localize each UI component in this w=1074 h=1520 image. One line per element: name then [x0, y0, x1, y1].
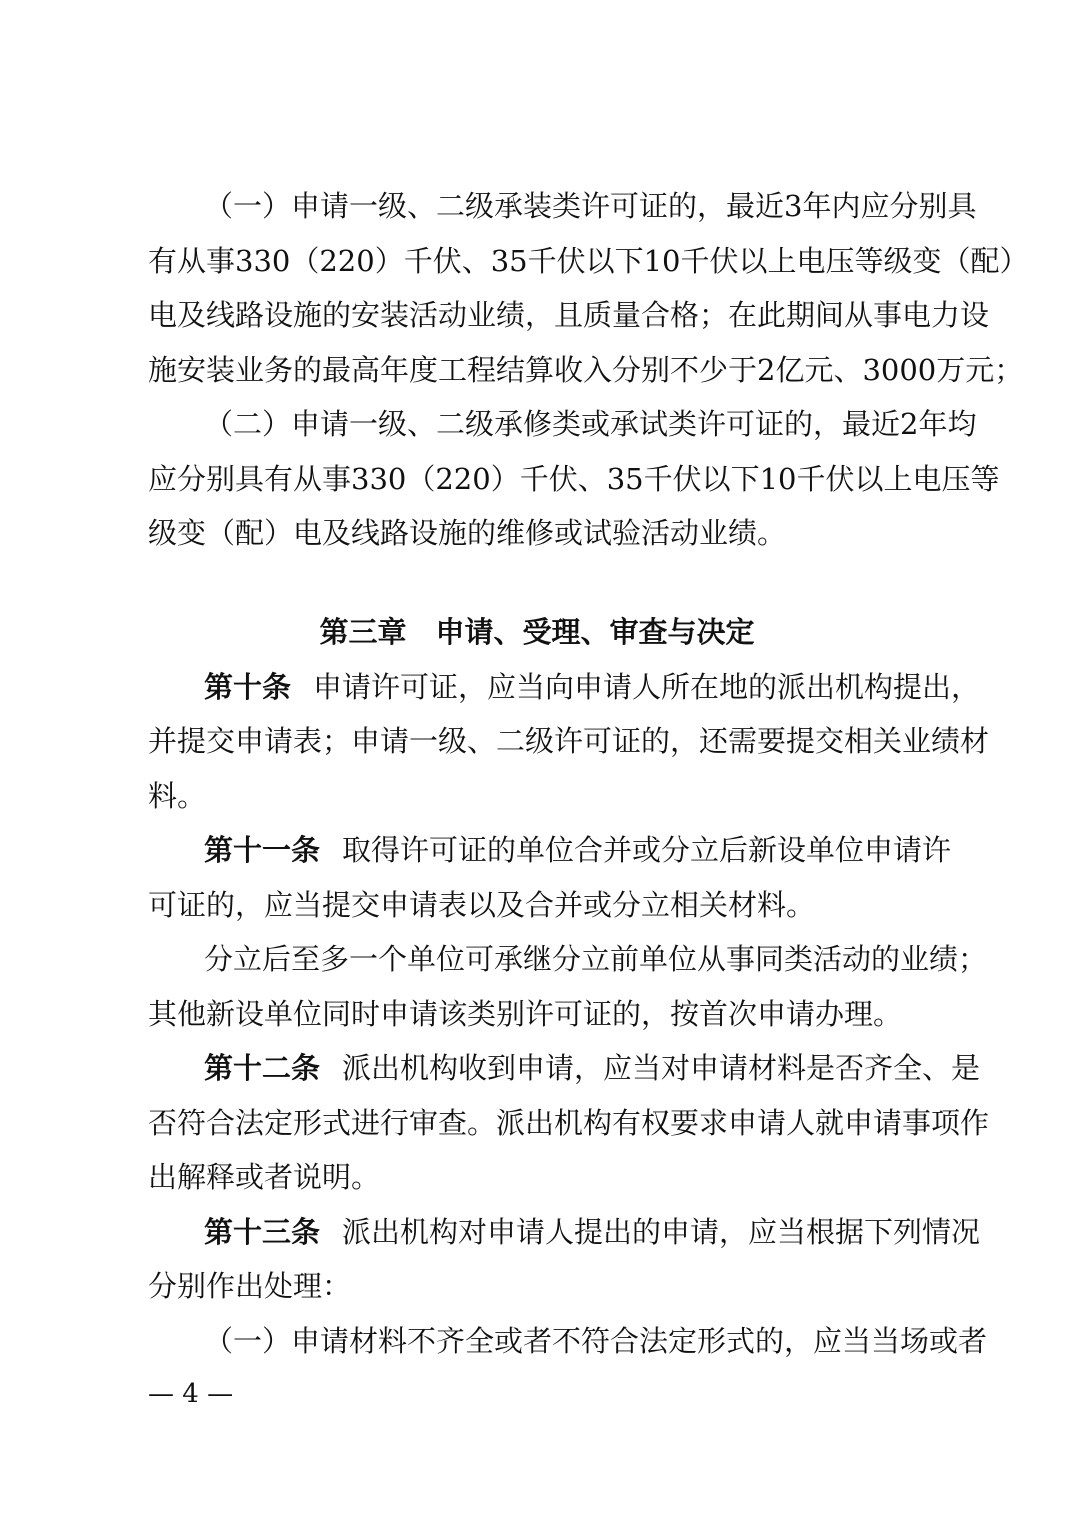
article-12-line: 出解释或者说明。: [148, 1160, 381, 1194]
article-10-title: 第十条: [204, 670, 292, 704]
article-13-line: 分别作出处理：: [148, 1269, 352, 1303]
article-11-line: [204, 832, 952, 868]
article-13-text: 派出机构对申请人提出的申请，应当根据下列情况: [342, 1215, 981, 1249]
paragraph-line: 有从事330（220）千伏、35千伏以下10千伏以上电压等级变（配）: [148, 244, 1029, 278]
paragraph-line: 电及线路设施的安装活动业绩，且质量合格；在此期间从事电力设: [148, 298, 990, 332]
article-11-line: 可证的，应当提交申请表以及合并或分立相关材料。: [148, 888, 816, 922]
article-12-text: 派出机构收到申请，应当对申请材料是否齐全、是: [342, 1051, 981, 1085]
paragraph-line: 级变（配）电及线路设施的维修或试验活动业绩。: [148, 516, 787, 550]
article-12-title: 第十二条: [204, 1051, 321, 1085]
article-11-title: 第十一条: [204, 833, 321, 867]
article-10-text: 申请许可证，应当向申请人所在地的派出机构提出，: [313, 670, 981, 704]
paragraph-line: 应分别具有从事330（220）千伏、35千伏以下10千伏以上电压等: [148, 462, 1000, 496]
article-12-line: [204, 1050, 981, 1086]
article-12-line: 否符合法定形式进行审查。派出机构有权要求申请人就申请事项作: [148, 1106, 990, 1140]
article-10-line: 料。: [148, 779, 207, 813]
article-10-line: [204, 669, 981, 705]
paragraph-line: （二）申请一级、二级承修类或承试类许可证的，最近2年均: [204, 407, 977, 441]
article-10-line: 并提交申请表；申请一级、二级许可证的，还需要提交相关业绩材: [148, 724, 990, 758]
chapter-heading: 第三章 申请、受理、审查与决定: [319, 615, 755, 649]
page-number: — 4 —: [148, 1379, 234, 1409]
article-11-paragraph-line: 分立后至多一个单位可承继分立前单位从事同类活动的业绩；: [204, 942, 988, 976]
article-13-line: （一）申请材料不齐全或者不符合法定形式的，应当当场或者: [204, 1324, 988, 1358]
article-11-text: 取得许可证的单位合并或分立后新设单位申请许: [342, 833, 952, 867]
paragraph-line: （一）申请一级、二级承装类许可证的，最近3年内应分别具: [204, 189, 977, 223]
paragraph-line: 施安装业务的最高年度工程结算收入分别不少于2亿元、3000万元；: [148, 353, 1024, 387]
article-13-line: [204, 1214, 981, 1250]
article-11-paragraph-line: 其他新设单位同时申请该类别许可证的，按首次申请办理。: [148, 997, 903, 1031]
article-13-title: 第十三条: [204, 1215, 321, 1249]
